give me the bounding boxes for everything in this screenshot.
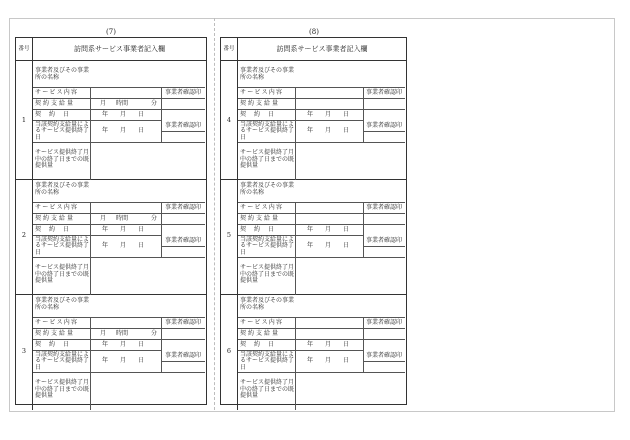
service-content-field[interactable] [90,88,161,98]
header-number-column: 番号 [221,38,238,60]
used-amount-field[interactable] [295,258,405,294]
page-number-left: (7) [106,28,116,36]
unit-year: 年 [307,110,314,118]
used-amount-field[interactable] [295,143,405,179]
confirm-stamp-label: 事業者確認印 [365,121,402,129]
provider-entry [221,291,406,410]
unit-year: 年 [307,127,314,135]
confirm-stamp-label: 事業者確認印 [365,88,402,96]
unit-year: 年 [307,340,314,348]
used-amount-label: サービス提供終了月中の終了日までの既提供量 [35,264,90,285]
unit-day: 日 [138,357,145,365]
confirm-stamp-label: 事業者確認印 [164,121,201,129]
service-content-field[interactable] [295,88,363,98]
entry-number: 6 [221,291,238,410]
unit-year: 年 [102,340,109,348]
confirm-stamp-label: 事業者確認印 [365,351,402,359]
used-amount-field[interactable] [90,373,205,409]
end-date-label: 当該契約支給量によるサービス提供終了日 [35,120,90,141]
unit-day: 日 [343,127,350,135]
service-content-field[interactable] [90,318,161,328]
service-content-label: サービス内容 [35,203,79,211]
provider-name-field[interactable] [295,291,405,317]
unit-day: 日 [343,225,350,233]
contract-date-label: 契約日 [240,225,283,233]
form-header [221,38,406,61]
unit-day: 日 [343,242,350,250]
provider-entry-form-left [15,37,207,405]
page-number-right: (8) [309,28,319,36]
contract-amount-label: 契約支給量 [35,214,76,222]
provider-name-label: 事業者及びその事業所の名称 [35,67,90,81]
used-amount-label: サービス提供終了月中の終了日までの既提供量 [240,379,295,400]
used-amount-label: サービス提供終了月中の終了日までの既提供量 [35,379,90,400]
used-amount-label: サービス提供終了月中の終了日までの既提供量 [240,264,295,285]
service-content-label: サービス内容 [240,88,284,96]
end-date-label: 当該契約支給量によるサービス提供終了日 [35,235,90,256]
unit-year: 月 [100,329,107,337]
unit-hours: 時間 [116,329,129,337]
unit-minutes: 分 [151,329,158,337]
provider-name-label: 事業者及びその事業所の名称 [240,182,295,196]
entry-number: 1 [16,61,33,179]
unit-year: 年 [307,357,314,365]
provider-name-label: 事業者及びその事業所の名称 [35,297,90,311]
provider-name-field[interactable] [90,176,205,202]
confirm-stamp-box[interactable] [363,214,405,235]
provider-entry [16,291,206,410]
contract-date-label: 契約日 [35,110,78,118]
provider-entry-form-right [220,37,407,405]
provider-name-label: 事業者及びその事業所の名称 [240,297,295,311]
service-content-field[interactable] [295,203,363,213]
contract-amount-label: 契約支給量 [240,99,281,107]
unit-day: 日 [343,340,350,348]
service-content-field[interactable] [90,203,161,213]
unit-year: 年 [307,242,314,250]
unit-year: 年 [307,225,314,233]
unit-hours: 時間 [116,99,129,107]
unit-month: 月 [120,110,127,118]
used-amount-field[interactable] [90,143,205,179]
unit-day: 日 [343,110,350,118]
entry-number: 5 [221,176,238,294]
provider-entry [221,61,406,180]
unit-month: 月 [120,357,127,365]
used-amount-field[interactable] [295,373,405,409]
unit-month: 月 [325,357,332,365]
confirm-stamp-box[interactable] [363,329,405,350]
form-header [16,38,206,61]
used-amount-label: サービス提供終了月中の終了日までの既提供量 [240,149,295,170]
page-divider [214,18,215,410]
unit-month: 月 [120,127,127,135]
confirm-stamp-label: 事業者確認印 [365,318,402,326]
confirm-stamp-label: 事業者確認印 [164,88,201,96]
header-number-column: 番号 [16,38,33,60]
provider-name-field[interactable] [90,61,205,87]
unit-minutes: 分 [151,99,158,107]
confirm-stamp-box[interactable] [363,99,405,120]
provider-name-field[interactable] [295,176,405,202]
unit-month: 月 [325,110,332,118]
end-date-label: 当該契約支給量によるサービス提供終了日 [240,350,295,371]
unit-year: 年 [102,127,109,135]
used-amount-label: サービス提供終了月中の終了日までの既提供量 [35,149,90,170]
confirm-stamp-label: 事業者確認印 [365,236,402,244]
unit-hours: 時間 [116,214,129,222]
used-amount-field[interactable] [90,258,205,294]
service-content-label: サービス内容 [240,318,284,326]
unit-day: 日 [138,242,145,250]
form-title: 訪問系サービス事業者記入欄 [276,45,368,53]
confirm-stamp-label: 事業者確認印 [164,318,201,326]
form-title: 訪問系サービス事業者記入欄 [74,45,165,53]
contract-date-label: 契約日 [240,110,283,118]
entry-number: 2 [16,176,33,294]
confirm-stamp-box[interactable] [363,362,405,372]
contract-date-label: 契約日 [35,225,78,233]
unit-month: 月 [120,340,127,348]
confirm-stamp-box[interactable] [161,99,205,120]
provider-entry [16,61,206,180]
unit-year: 年 [102,357,109,365]
provider-entry [16,176,206,295]
unit-year: 年 [102,225,109,233]
unit-month: 月 [120,225,127,233]
confirm-stamp-box[interactable] [161,214,205,235]
provider-entry [221,176,406,295]
unit-day: 日 [138,110,145,118]
unit-day: 日 [343,357,350,365]
unit-minutes: 分 [151,214,158,222]
provider-name-field[interactable] [90,291,205,317]
contract-date-label: 契約日 [240,340,283,348]
service-content-label: サービス内容 [35,88,79,96]
confirm-stamp-label: 事業者確認印 [164,203,201,211]
contract-date-label: 契約日 [35,340,78,348]
contract-amount-label: 契約支給量 [240,329,281,337]
confirm-stamp-box[interactable] [161,247,205,257]
service-content-label: サービス内容 [240,203,284,211]
end-date-label: 当該契約支給量によるサービス提供終了日 [35,350,90,371]
contract-amount-label: 契約支給量 [240,214,281,222]
confirm-stamp-box[interactable] [161,362,205,372]
unit-day: 日 [138,225,145,233]
unit-year: 年 [102,242,109,250]
confirm-stamp-label: 事業者確認印 [164,236,201,244]
service-content-label: サービス内容 [35,318,79,326]
confirm-stamp-box[interactable] [363,132,405,142]
unit-month: 月 [325,225,332,233]
provider-name-field[interactable] [295,61,405,87]
contract-amount-label: 契約支給量 [35,99,76,107]
unit-month: 月 [325,340,332,348]
entry-number: 4 [221,61,238,179]
unit-month: 月 [325,127,332,135]
confirm-stamp-box[interactable] [363,247,405,257]
contract-amount-label: 契約支給量 [35,329,76,337]
unit-month: 月 [325,242,332,250]
service-content-field[interactable] [295,318,363,328]
unit-year: 年 [102,110,109,118]
unit-day: 日 [138,340,145,348]
unit-month: 月 [120,242,127,250]
confirm-stamp-box[interactable] [161,132,205,142]
confirm-stamp-box[interactable] [161,329,205,350]
end-date-label: 当該契約支給量によるサービス提供終了日 [240,235,295,256]
end-date-label: 当該契約支給量によるサービス提供終了日 [240,120,295,141]
unit-year: 月 [100,99,107,107]
unit-day: 日 [138,127,145,135]
provider-name-label: 事業者及びその事業所の名称 [240,67,295,81]
entry-number: 3 [16,291,33,410]
unit-year: 月 [100,214,107,222]
confirm-stamp-label: 事業者確認印 [164,351,201,359]
provider-name-label: 事業者及びその事業所の名称 [35,182,90,196]
confirm-stamp-label: 事業者確認印 [365,203,402,211]
